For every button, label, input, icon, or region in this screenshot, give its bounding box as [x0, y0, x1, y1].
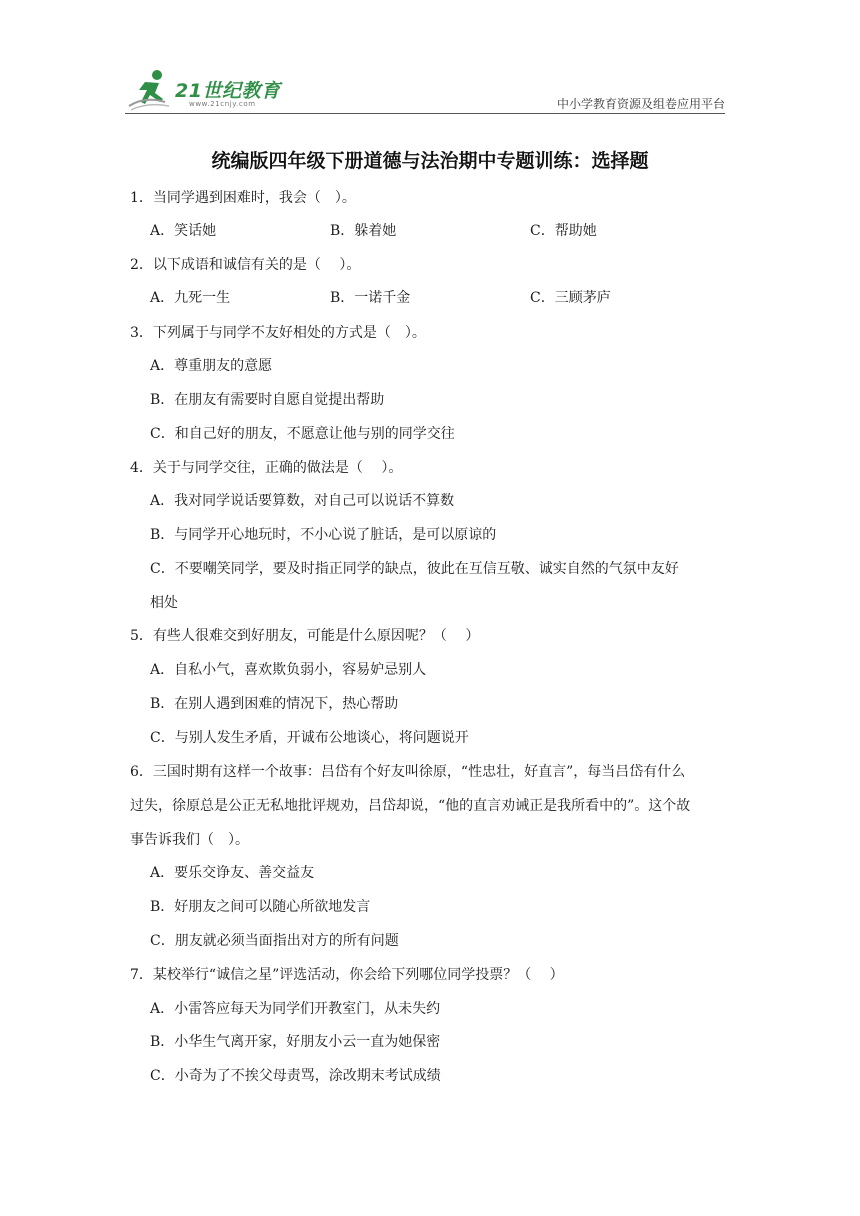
q6-option-c: C．朋友就必须当面指出对方的所有问题 [150, 933, 399, 949]
page-header [125, 66, 725, 114]
q1-option-b: B．躲着她 [330, 223, 397, 239]
q5-option-a: A．自私小气，喜欢欺负弱小，容易妒忌别人 [150, 662, 427, 678]
question-6: 6．三国时期有这样一个故事：吕岱有个好友叫徐原，“性忠壮，好直言”，每当吕岱有什么 [130, 764, 686, 780]
q3-option-a: A．尊重朋友的意愿 [150, 358, 273, 374]
question-6-line-3: 事告诉我们（ ）。 [130, 832, 249, 848]
q3-option-b: B．在朋友有需要时自愿自觉提出帮助 [150, 392, 385, 408]
q3-option-c: C．和自己好的朋友，不愿意让他与别的同学交往 [150, 426, 455, 442]
q5-option-b: B．在别人遇到困难的情况下，热心帮助 [150, 696, 399, 712]
q4-option-a: A．我对同学说话要算数，对自己可以说话不算数 [150, 493, 455, 509]
q6-option-b: B．好朋友之间可以随心所欲地发言 [150, 899, 371, 915]
runner-logo-icon [125, 66, 177, 112]
q4-option-c-cont: 相处 [150, 595, 178, 611]
header-divider [125, 113, 725, 114]
q4-option-b: B．与同学开心地玩时，不小心说了脏话，是可以原谅的 [150, 527, 497, 543]
q4-option-c: C．不要嘲笑同学，要及时指正同学的缺点，彼此在互信互敬、诚实自然的气氛中友好 [150, 561, 679, 577]
question-1: 1．当同学遇到困难时，我会（ ）。 [130, 190, 356, 206]
q1-option-c: C．帮助她 [530, 223, 597, 239]
logo-url: www.21cnjy.com [189, 100, 256, 108]
q7-option-c: C．小奇为了不挨父母责骂，涂改期末考试成绩 [150, 1068, 441, 1084]
question-5: 5．有些人很难交到好朋友，可能是什么原因呢？（ ） [130, 628, 480, 644]
logo-text: 21世纪教育 [175, 80, 281, 102]
question-2: 2．以下成语和诚信有关的是（ ）。 [130, 257, 361, 273]
question-3: 3．下列属于与同学不友好相处的方式是（ ）。 [130, 325, 426, 341]
q2-option-b: B．一诺千金 [330, 290, 411, 306]
platform-label: 中小学教育资源及组卷应用平台 [556, 97, 725, 111]
page-title: 统编版四年级下册道德与法治期中专题训练：选择题 [211, 150, 649, 172]
q7-option-b: B．小华生气离开家，好朋友小云一直为她保密 [150, 1034, 441, 1050]
q2-option-a: A．九死一生 [150, 290, 231, 306]
q2-option-c: C．三顾茅庐 [530, 290, 611, 306]
q5-option-c: C．与别人发生矛盾，开诚布公地谈心，将问题说开 [150, 730, 469, 746]
logo [125, 66, 295, 112]
q1-option-a: A．笑话她 [150, 223, 217, 239]
question-4: 4．关于与同学交往，正确的做法是（ ）。 [130, 460, 403, 476]
question-7: 7．某校举行“诚信之星”评选活动，你会给下列哪位同学投票？（ ） [130, 967, 564, 983]
question-6-line-2: 过失，徐原总是公正无私地批评规劝，吕岱却说，“他的直言劝诫正是我所看中的”。这个故 [130, 798, 691, 814]
q7-option-a: A．小雷答应每天为同学们开教室门，从未失约 [150, 1001, 441, 1017]
q6-option-a: A．要乐交诤友、善交益友 [150, 865, 315, 881]
